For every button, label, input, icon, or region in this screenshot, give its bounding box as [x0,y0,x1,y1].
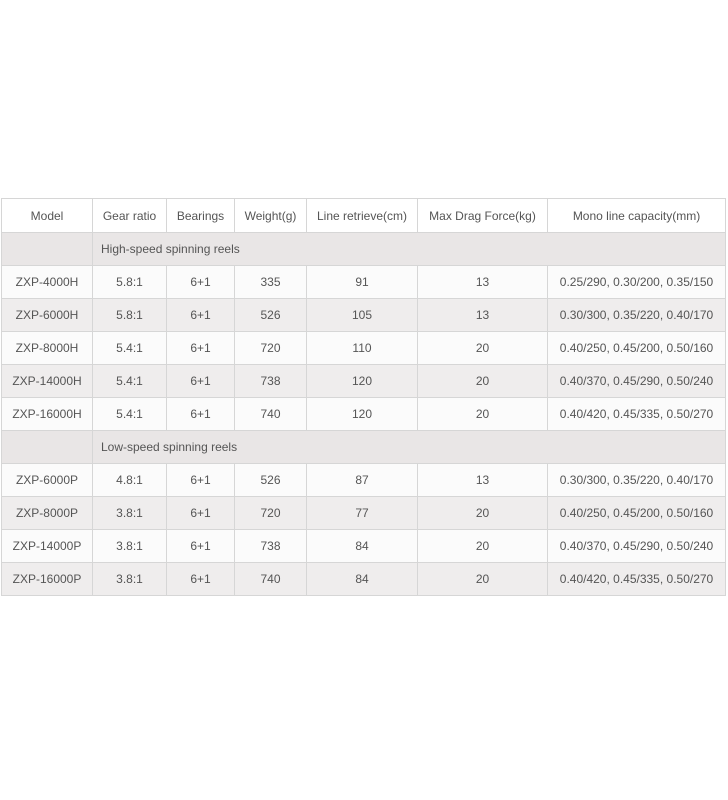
cell-weight: 526 [235,299,307,332]
table-row [2,332,726,365]
header-model: Model [2,199,93,233]
cell-max-drag: 13 [418,464,548,497]
cell-bearings: 6+1 [167,530,235,563]
cell-mono-capacity: 0.40/250, 0.45/200, 0.50/160 [548,497,726,530]
cell-bearings: 6+1 [167,365,235,398]
cell-model: ZXP-16000P [2,563,93,596]
cell-weight: 335 [235,266,307,299]
cell-line-retrieve: 84 [307,530,418,563]
section-row-high-speed [2,233,726,266]
table-row [2,530,726,563]
header-weight: Weight(g) [235,199,307,233]
cell-line-retrieve: 84 [307,563,418,596]
cell-mono-capacity: 0.40/420, 0.45/335, 0.50/270 [548,398,726,431]
cell-max-drag: 20 [418,332,548,365]
cell-line-retrieve: 120 [307,398,418,431]
cell-mono-capacity: 0.25/290, 0.30/200, 0.35/150 [548,266,726,299]
header-mono-capacity: Mono line capacity(mm) [548,199,726,233]
cell-model: ZXP-6000H [2,299,93,332]
header-max-drag: Max Drag Force(kg) [418,199,548,233]
cell-bearings: 6+1 [167,563,235,596]
cell-mono-capacity: 0.40/370, 0.45/290, 0.50/240 [548,530,726,563]
cell-model: ZXP-14000P [2,530,93,563]
cell-line-retrieve: 105 [307,299,418,332]
cell-bearings: 6+1 [167,497,235,530]
cell-max-drag: 13 [418,266,548,299]
cell-gear-ratio: 5.8:1 [93,266,167,299]
table-row [2,398,726,431]
cell-model: ZXP-4000H [2,266,93,299]
cell-mono-capacity: 0.40/250, 0.45/200, 0.50/160 [548,332,726,365]
table-row [2,563,726,596]
cell-mono-capacity: 0.40/420, 0.45/335, 0.50/270 [548,563,726,596]
section-spacer [2,431,93,464]
cell-bearings: 6+1 [167,299,235,332]
cell-gear-ratio: 3.8:1 [93,530,167,563]
cell-model: ZXP-8000H [2,332,93,365]
cell-max-drag: 20 [418,365,548,398]
cell-line-retrieve: 91 [307,266,418,299]
cell-mono-capacity: 0.30/300, 0.35/220, 0.40/170 [548,299,726,332]
cell-mono-capacity: 0.30/300, 0.35/220, 0.40/170 [548,464,726,497]
table-header-row [2,199,726,233]
cell-model: ZXP-6000P [2,464,93,497]
cell-max-drag: 20 [418,398,548,431]
header-gear-ratio: Gear ratio [93,199,167,233]
cell-max-drag: 13 [418,299,548,332]
cell-line-retrieve: 120 [307,365,418,398]
cell-gear-ratio: 5.8:1 [93,299,167,332]
table-row [2,365,726,398]
cell-weight: 740 [235,563,307,596]
cell-line-retrieve: 77 [307,497,418,530]
cell-weight: 720 [235,332,307,365]
cell-weight: 738 [235,530,307,563]
cell-bearings: 6+1 [167,464,235,497]
header-line-retrieve: Line retrieve(cm) [307,199,418,233]
table-row [2,266,726,299]
section-spacer [2,233,93,266]
reel-spec-table [1,198,726,596]
cell-weight: 740 [235,398,307,431]
header-bearings: Bearings [167,199,235,233]
cell-gear-ratio: 5.4:1 [93,332,167,365]
section-row-low-speed [2,431,726,464]
cell-gear-ratio: 3.8:1 [93,497,167,530]
cell-max-drag: 20 [418,563,548,596]
cell-weight: 738 [235,365,307,398]
section-title: High-speed spinning reels [93,233,726,266]
cell-gear-ratio: 5.4:1 [93,365,167,398]
cell-gear-ratio: 4.8:1 [93,464,167,497]
cell-weight: 720 [235,497,307,530]
cell-bearings: 6+1 [167,266,235,299]
table-row [2,497,726,530]
cell-line-retrieve: 110 [307,332,418,365]
cell-max-drag: 20 [418,530,548,563]
cell-weight: 526 [235,464,307,497]
cell-line-retrieve: 87 [307,464,418,497]
cell-model: ZXP-16000H [2,398,93,431]
cell-mono-capacity: 0.40/370, 0.45/290, 0.50/240 [548,365,726,398]
cell-bearings: 6+1 [167,332,235,365]
section-title: Low-speed spinning reels [93,431,726,464]
cell-gear-ratio: 3.8:1 [93,563,167,596]
cell-model: ZXP-8000P [2,497,93,530]
table-row [2,299,726,332]
cell-max-drag: 20 [418,497,548,530]
cell-bearings: 6+1 [167,398,235,431]
cell-model: ZXP-14000H [2,365,93,398]
table-row [2,464,726,497]
cell-gear-ratio: 5.4:1 [93,398,167,431]
